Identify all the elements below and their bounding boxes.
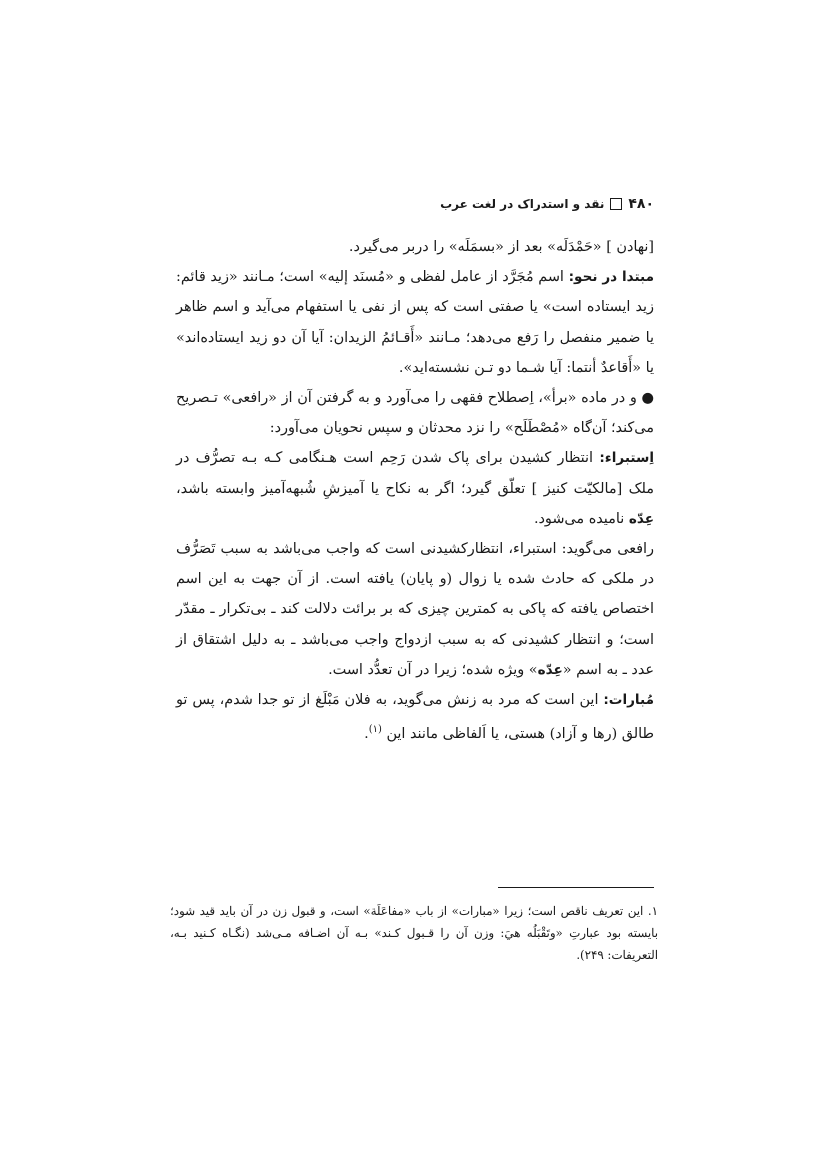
mubtada-term: مبتدا در نحو: [568,269,655,286]
idda-word: عِدّه [628,510,654,527]
rafei-paragraph [176,534,654,685]
footnote-divider [498,887,654,888]
istibra-term: اِستبراء: [599,450,654,467]
mubarat-end: . [364,726,369,743]
footnote-text: ۱. این تعریف ناقص است؛ زیرا «مبارات» از باب «مفاعَلَة» است، و قبول زن در آن باید قید شود؛ بایسته بود عبارتِ «وتَقْبَلُه هيَ: وزن آن را قـبول کـند» بـه آن اضـافه مـی‌شد (نگـاه کـنید بـه، التعریفات: ۲۴۹). [170,904,658,962]
rafei-text-2: » ویژه شده؛ زیرا در آن تعدُّد است. [328,661,538,678]
istibra-text-2: نامیده می‌شود. [533,510,629,527]
mubtada-text: اسم مُجَرَّد از عامل لفظی و «مُسنَد إلیه» است؛ مـانند «زید قائم: زید ایستاده است» یا صفتی است که پس از نفی یا استفهام می‌آید و اسم ظاهر یا ضمیر منفصل را رَفع می‌دهد؛ مـانند «أَقـائمُ الزیدان: آیا آن دو زید ایستاده‌اند» یا «أَقاعدٌ أنتما: آیا شـما دو تـن نشسته‌اید». [176,269,654,376]
mubarat-paragraph [176,685,654,749]
istibra-paragraph [176,443,654,534]
mubtada-paragraph [176,262,654,383]
main-text [176,232,654,749]
footnote-reference: (۱) [368,724,382,736]
footnote [170,900,658,966]
intro-text: [نهادن ] «حَمْدَلَه» بعد از «بسمَلَه» را دربر می‌گیرد. [348,239,654,255]
mubarat-term: مُبارات: [603,692,654,709]
bullet-text: و در ماده «برأ»، اِصطلاح فقهی را می‌آورد و به گرفتن آن از «رافعی» تـصریح می‌کند؛ آن‌گاه «مُصْطَلَح» را نزد محدثان و سپس نحویان می‌آورد: [176,390,654,437]
intro-line [176,232,654,262]
header-square-icon [610,198,622,210]
rafei-text-1: رافعی می‌گوید: استبراء، انتظارکشیدنی است که واجب می‌باشد به سبب تَصَرُّف در ملکی که حادث شده یا زوال (و پایان) یافته است. از آن جهت به این اسم اختصاص یافته که پاکی به کمترین چیزی که بر برائت دلالت کند ـ بی‌تکرار ـ مقدّر است؛ و انتظار کشیدنی که به سبب ازدواج واجب می‌باشد ـ به دلیل اشتقاق از عدد ـ به اسم « [176,541,654,678]
bullet-paragraph [176,383,654,443]
book-title: نقد و استدراک در لغت عرب [440,197,605,211]
istibra-text-1: انتظار کشیدن برای پاک شدن رَحِم است هـنگامی کـه بـه تصرُّف در ملک [مالکیّت کنیز ] تعلّق گیرد؛ اگر به نکاح یا آمیزشِ شُبهه‌آمیز وابسته باشد، [176,450,654,497]
mubarat-text: این است که مرد به زنش می‌گوید، به فلان مَبْلَغ از تو جدا شدم، پس تو طالق (رها و آزاد) هستی، یا اَلفاظی مانند این [176,692,654,743]
page-number: ۴۸۰ [628,196,654,212]
bullet-icon: ● [641,390,654,407]
page-header [440,196,654,212]
idda-word-2: عِدّه [537,661,563,678]
